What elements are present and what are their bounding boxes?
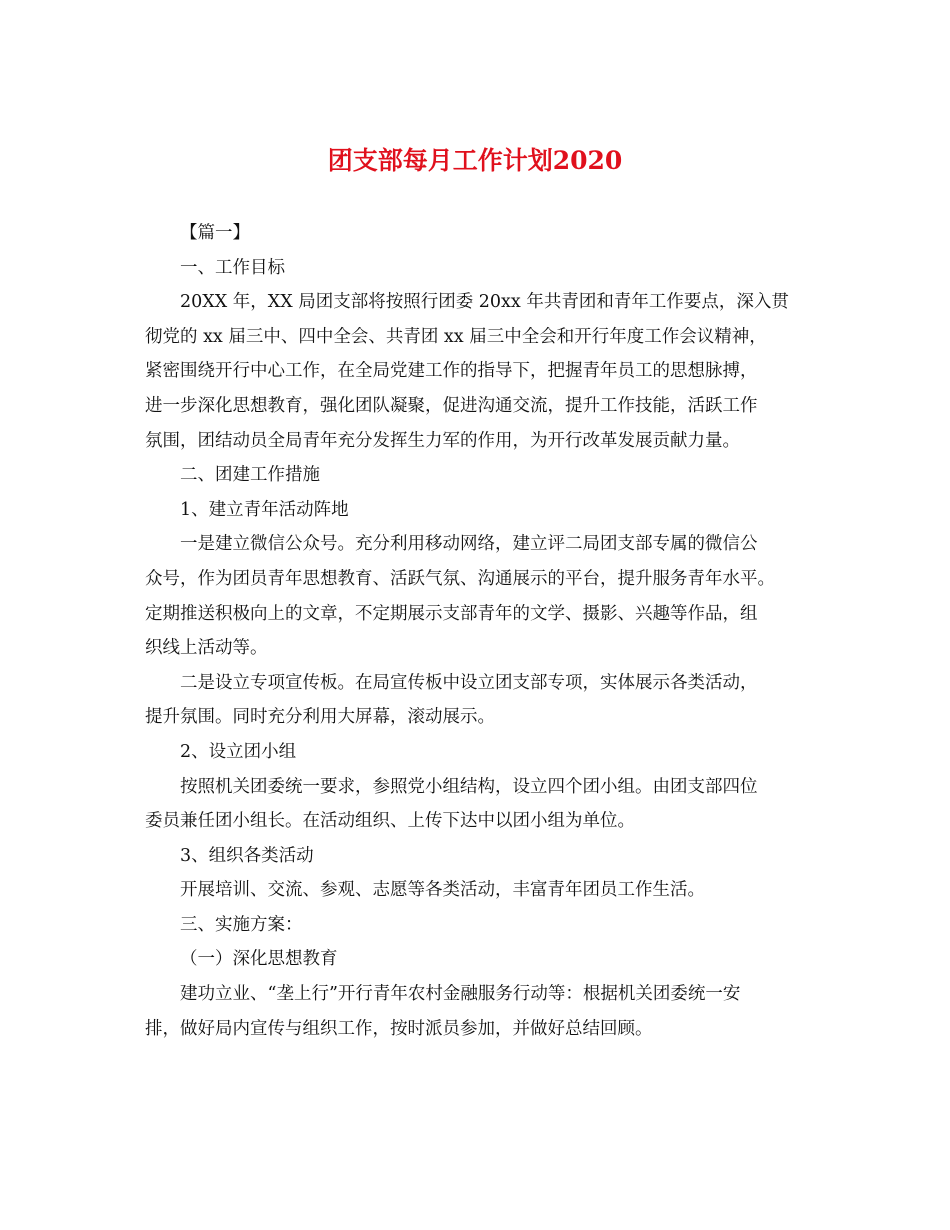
text-line: 二、团建工作措施: [180, 465, 320, 486]
text-line: （一）深化思想教育: [180, 949, 338, 970]
text-line: 众号，作为团员青年思想教育、活跃气氛、沟通展示的平台，提升服务青年水平。: [145, 568, 775, 589]
text-line: 一、工作目标: [180, 257, 285, 278]
text-line: 提升氛围。同时充分利用大屏幕，滚动展示。: [145, 707, 495, 728]
document-body: [145, 216, 813, 1046]
text-line: 委员兼任团小组长。在活动组织、上传下达中以团小组为单位。: [145, 811, 635, 832]
text-line: 一是建立微信公众号。充分利用移动网络，建立评二局团支部专属的微信公: [180, 534, 758, 555]
text-line: 进一步深化思想教育，强化团队凝聚，促进沟通交流，提升工作技能，活跃工作: [145, 395, 758, 416]
document-title: 团支部每月工作计划2020: [327, 146, 623, 175]
text-line: 二是设立专项宣传板。在局宣传板中设立团支部专项，实体展示各类活动，: [180, 672, 758, 693]
text-line: 三、实施方案：: [180, 914, 303, 935]
text-line: 定期推送积极向上的文章，不定期展示支部青年的文学、摄影、兴趣等作品，组: [145, 603, 758, 624]
text-line: 氛围，团结动员全局青年充分发挥生力军的作用，为开行改革发展贡献力量。: [145, 430, 740, 451]
text-line: 彻党的 xx 届三中、四中全会、共青团 xx 届三中全会和开行年度工作会议精神，: [145, 326, 767, 347]
text-line: 建功立业、“垄上行”开行青年农村金融服务行动等：根据机关团委统一安: [180, 984, 741, 1005]
text-line: 按照机关团委统一要求，参照党小组结构，设立四个团小组。由团支部四位: [180, 776, 758, 797]
text-line: 20XX 年，XX 局团支部将按照行团委 20xx 年共青团和青年工作要点，深入贯: [180, 292, 789, 313]
text-line: 排，做好局内宣传与组织工作，按时派员参加，并做好总结回顾。: [145, 1018, 653, 1039]
text-line: 开展培训、交流、参观、志愿等各类活动，丰富青年团员工作生活。: [180, 880, 705, 901]
text-line: 紧密围绕开行中心工作，在全局党建工作的指导下，把握青年员工的思想脉搏，: [145, 361, 758, 382]
text-line: 【篇一】: [180, 223, 250, 243]
text-line: 2、设立团小组: [180, 741, 297, 762]
text-line: 1、建立青年活动阵地: [180, 499, 349, 520]
text-line: 织线上活动等。: [145, 638, 268, 659]
text-line: 3、组织各类活动: [180, 845, 314, 866]
